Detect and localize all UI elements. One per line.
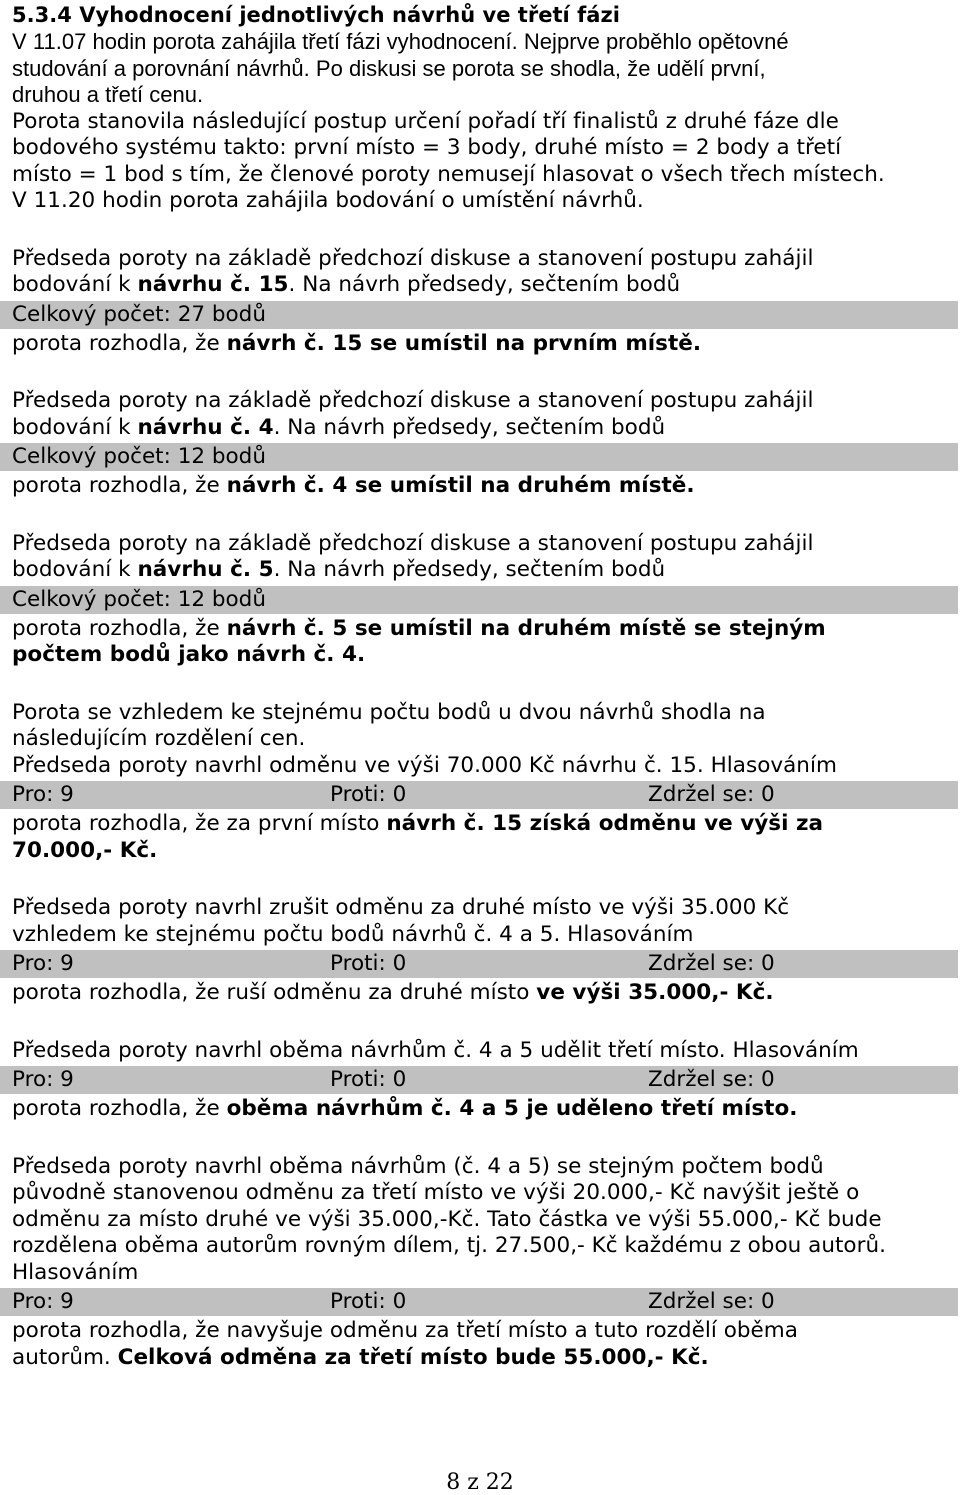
vote-result: porota rozhodla, že oběma návrhům č. 4 a 5 je uděleno třetí místo.: [12, 1096, 798, 1121]
intro-line: druhou a třetí cenu.: [12, 82, 204, 107]
section-heading: 5.3.4 Vyhodnocení jednotlivých návrhů ve třetí fázi: [12, 3, 620, 27]
page-number: 8 z 22: [446, 1470, 514, 1495]
vote-zdrzel: Zdržel se: 0: [648, 782, 775, 807]
ranking-line: bodování k návrhu č. 5. Na návrh předsedy, sečtením bodů: [12, 557, 666, 582]
distribution-line: Porota se vzhledem ke stejnému počtu bodů u dvou návrhů shodla na: [12, 699, 766, 725]
vote-zdrzel: Zdržel se: 0: [648, 1067, 775, 1092]
ranking-line: bodování k návrhu č. 15. Na návrh předsedy, sečtením bodů: [12, 272, 681, 297]
ranking-line: bodování k návrhu č. 4. Na návrh předsedy, sečtením bodů: [12, 414, 666, 440]
total-points-bar: Celkový počet: 12 bodů: [0, 586, 958, 614]
total-points-bar: Celkový počet: 27 bodů: [0, 301, 958, 329]
ranking-result-cont: počtem bodů jako návrh č. 4.: [12, 642, 366, 667]
vote-result-cont: autorům. Celková odměna za třetí místo bude 55.000,- Kč.: [12, 1344, 709, 1370]
procedure-line: bodového systému takto: první místo = 3 body, druhé místo = 2 body a třetí: [12, 135, 842, 160]
intro-line: V 11.07 hodin porota zahájila třetí fázi vyhodnocení. Nejprve proběhlo opětovné: [12, 29, 789, 54]
vote-proposal: Předseda poroty navrhl odměnu ve výši 70.000 Kč návrhu č. 15. Hlasováním: [12, 752, 837, 778]
vote-result: porota rozhodla, že ruší odměnu za druhé místo ve výši 35.000,- Kč.: [12, 980, 774, 1005]
vote-tally-bar: [0, 950, 958, 978]
procedure-line: V 11.20 hodin porota zahájila bodování o umístění návrhů.: [12, 188, 644, 213]
vote-result-cont: 70.000,- Kč.: [12, 837, 158, 863]
vote-pro: Pro: 9: [12, 1289, 74, 1314]
document-page: [12, 0, 958, 1371]
vote-result: porota rozhodla, že za první místo návrh č. 15 získá odměnu ve výši za: [12, 811, 824, 836]
vote-zdrzel: Zdržel se: 0: [648, 1289, 775, 1314]
procedure-line: místo = 1 bod s tím, že členové poroty nemusejí hlasovat o všech třech místech.: [12, 161, 885, 187]
vote-result: porota rozhodla, že navyšuje odměnu za třetí místo a tuto rozdělí oběma: [12, 1318, 798, 1343]
ranking-intro: Předseda poroty na základě předchozí diskuse a stanovení postupu zahájil: [12, 245, 814, 271]
ranking-result: porota rozhodla, že návrh č. 5 se umístil na druhém místě se stejným: [12, 615, 826, 641]
vote-pro: Pro: 9: [12, 951, 74, 976]
total-points-bar: Celkový počet: 12 bodů: [0, 443, 958, 471]
intro-line: studování a porovnání návrhů. Po diskusi se porota se shodla, že udělí první,: [12, 55, 766, 81]
vote-proti: Proti: 0: [330, 782, 407, 807]
procedure-line: Porota stanovila následující postup určení pořadí tří finalistů z druhé fáze dle: [12, 108, 839, 134]
vote-proposal: Předseda poroty navrhl zrušit odměnu za druhé místo ve výši 35.000 Kč: [12, 895, 790, 920]
vote-tally-bar: [0, 1288, 958, 1316]
vote-proposal: Předseda poroty navrhl oběma návrhům č. 4 a 5 udělit třetí místo. Hlasováním: [12, 1037, 859, 1063]
vote-proposal: Hlasováním: [12, 1259, 139, 1285]
vote-proti: Proti: 0: [330, 951, 407, 976]
vote-proposal: odměnu za místo druhé ve výši 35.000,-Kč. Tato částka ve výši 55.000,- Kč bude: [12, 1206, 882, 1232]
vote-proposal: původně stanovenou odměnu za třetí místo ve výši 20.000,- Kč navýšit ještě o: [12, 1180, 860, 1205]
vote-proposal: vzhledem ke stejnému počtu bodů návrhů č. 4 a 5. Hlasováním: [12, 921, 694, 947]
ranking-result: porota rozhodla, že návrh č. 4 se umístil na druhém místě.: [12, 473, 695, 498]
ranking-result: porota rozhodla, že návrh č. 15 se umístil na prvním místě.: [12, 330, 702, 356]
distribution-line: následujícím rozdělení cen.: [12, 726, 306, 751]
vote-proposal: Předseda poroty navrhl oběma návrhům (č. 4 a 5) se stejným počtem bodů: [12, 1153, 824, 1179]
vote-proti: Proti: 0: [330, 1289, 407, 1314]
vote-pro: Pro: 9: [12, 782, 74, 807]
vote-zdrzel: Zdržel se: 0: [648, 951, 775, 976]
ranking-intro: Předseda poroty na základě předchozí diskuse a stanovení postupu zahájil: [12, 388, 814, 413]
vote-proti: Proti: 0: [330, 1067, 407, 1092]
vote-proposal: rozdělena oběma autorům rovným dílem, tj. 27.500,- Kč každému z obou autorů.: [12, 1233, 886, 1258]
vote-tally-bar: [0, 1066, 958, 1094]
vote-tally-bar: [0, 781, 958, 809]
ranking-intro: Předseda poroty na základě předchozí diskuse a stanovení postupu zahájil: [12, 530, 814, 556]
vote-pro: Pro: 9: [12, 1067, 74, 1092]
